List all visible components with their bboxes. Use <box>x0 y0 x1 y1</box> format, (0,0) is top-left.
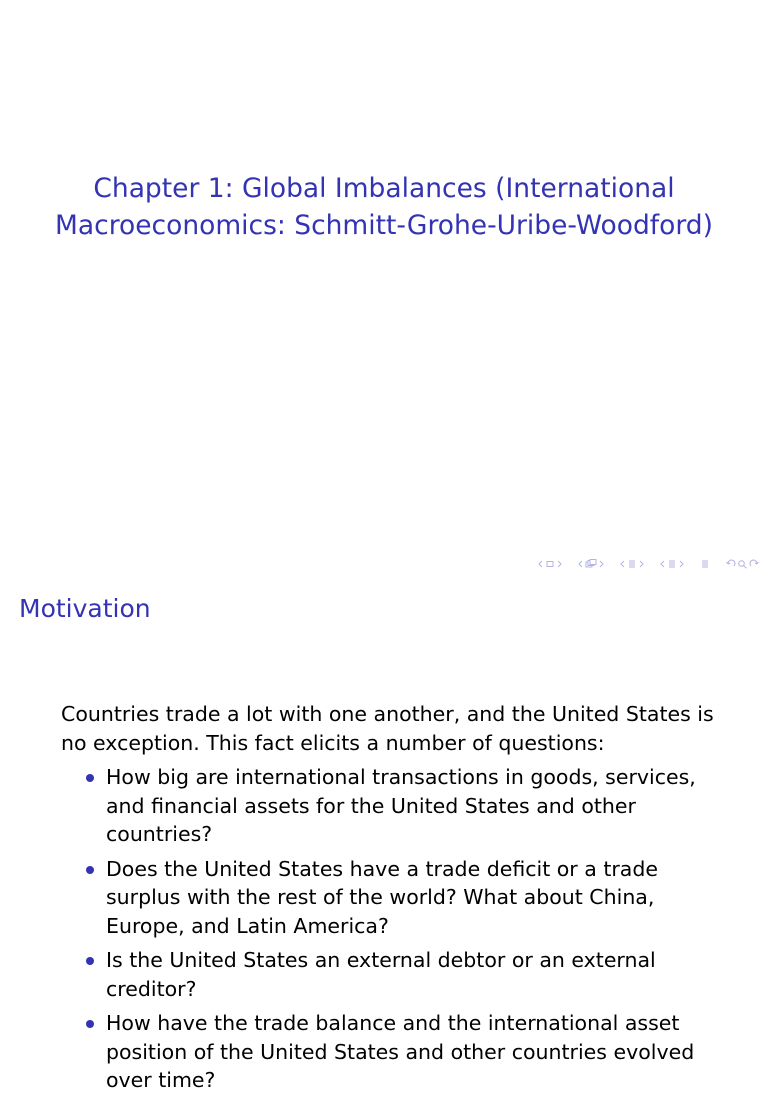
beamer-navigation-bar <box>523 556 760 572</box>
subsection-prev-icon[interactable] <box>577 560 584 568</box>
bullet-icon <box>86 1020 94 1028</box>
forward-icon[interactable] <box>748 559 760 569</box>
question-list <box>61 763 721 1095</box>
subsection-prev-icon-2[interactable] <box>659 560 666 568</box>
list-item <box>61 855 721 941</box>
list-item <box>61 1009 721 1095</box>
subsection-icon[interactable] <box>584 559 598 569</box>
back-icon[interactable] <box>725 559 737 569</box>
list-item <box>61 763 721 849</box>
section-nav-group <box>619 559 645 569</box>
subsection-next-icon[interactable] <box>598 560 605 568</box>
frame-nav-group <box>537 560 563 568</box>
intro-paragraph: Countries trade a lot with one another, and the United States is no exception. This fact elicits a number of questions: <box>61 702 714 755</box>
subsection-nav-group <box>577 559 605 569</box>
list-item-text: How have the trade balance and the international asset position of the United States and other countries evolved over time? <box>106 1011 695 1092</box>
bullet-icon <box>86 957 94 965</box>
list-item-text: Is the United States an external debtor or an external creditor? <box>106 948 656 1001</box>
appendix-icon[interactable] <box>699 559 711 569</box>
frame-next-icon[interactable] <box>556 560 563 568</box>
list-item-text: Does the United States have a trade deficit or a trade surplus with the rest of the world? What about China, Europe, and Latin America? <box>106 856 658 938</box>
list-item <box>61 946 721 1003</box>
slide-body <box>61 700 721 1101</box>
frame-prev-icon[interactable] <box>537 560 544 568</box>
frame-title: Motivation <box>19 594 151 623</box>
appendix-nav-group <box>699 559 711 569</box>
search-nav-group <box>725 559 760 569</box>
subsection-icon-2[interactable] <box>666 559 678 569</box>
section-next-icon[interactable] <box>638 560 645 568</box>
bullet-icon <box>86 866 94 874</box>
bullet-icon <box>86 774 94 782</box>
list-item-text: How big are international transactions in goods, services, and financial assets for the United States and other countries? <box>106 765 696 846</box>
title-line-2: Macroeconomics: Schmitt-Grohe-Uribe-Woodford) <box>55 210 713 241</box>
section-icon[interactable] <box>626 559 638 569</box>
subsection-next-icon-2[interactable] <box>678 560 685 568</box>
motivation-slide <box>0 576 768 1092</box>
title-line-1: Chapter 1: Global Imbalances (International <box>93 173 675 204</box>
presentation-title <box>0 170 768 244</box>
frame-icon[interactable] <box>544 560 556 568</box>
section-prev-icon[interactable] <box>619 560 626 568</box>
section-nav-group-2 <box>659 559 685 569</box>
search-icon[interactable] <box>737 559 748 569</box>
